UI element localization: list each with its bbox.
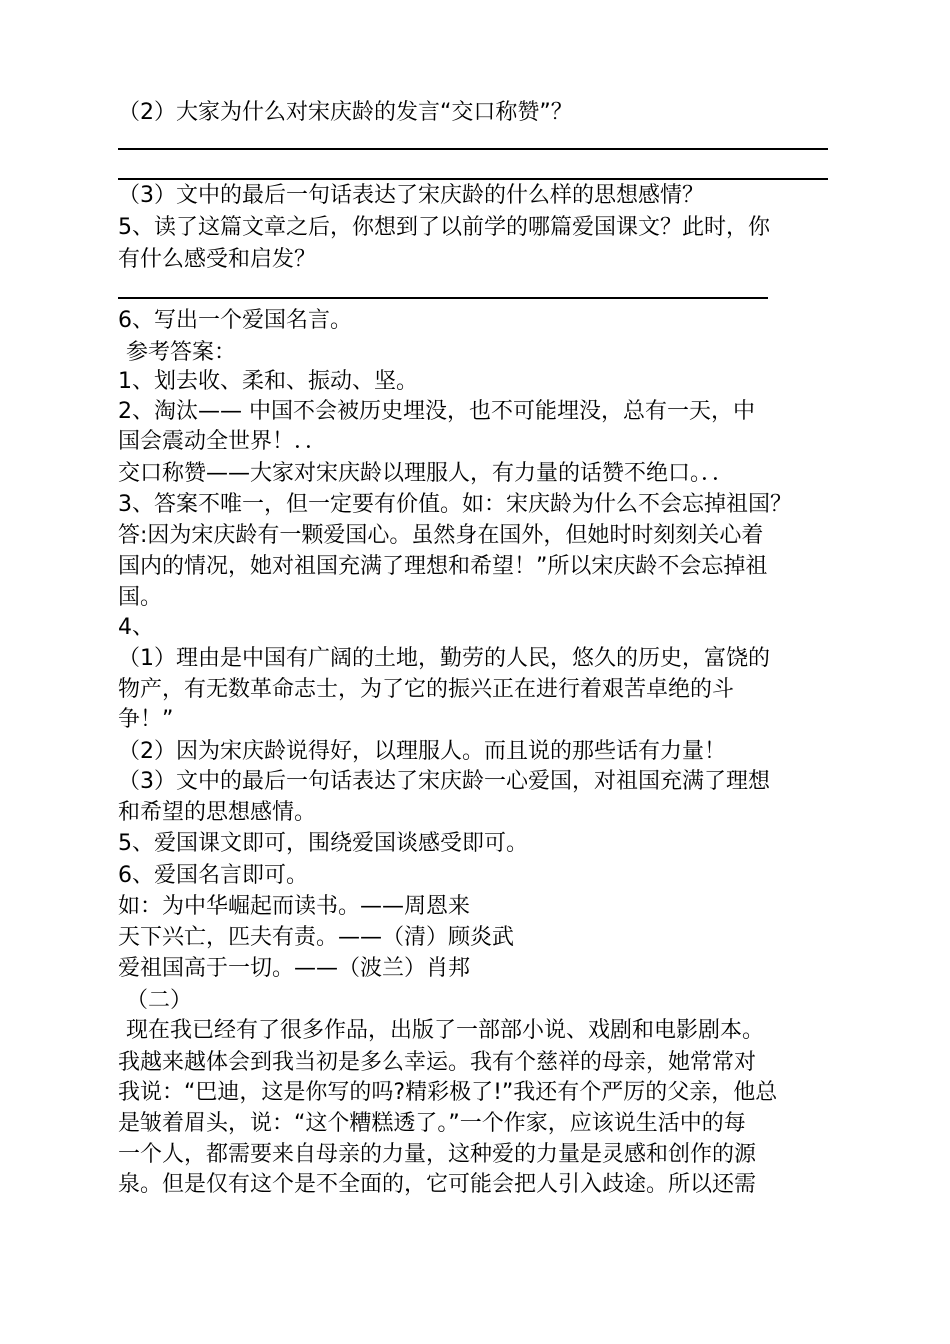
passage-line: 我说：“巴迪，这是你写的吗?精彩极了!”我还有个严厉的父亲，他总 xyxy=(118,1080,778,1105)
question-5-cont: 有什么感受和启发？ xyxy=(118,247,317,272)
answer-3-cont: 国内的情况，她对祖国充满了理想和希望！”所以宋庆龄不会忘掉祖 xyxy=(118,554,768,579)
section-heading: （二） xyxy=(126,988,193,1013)
passage-line: 现在我已经有了很多作品，出版了一部部小说、戏剧和电影剧本。 xyxy=(126,1018,765,1043)
answer-1: 1、划去收、柔和、振动、坚。 xyxy=(118,369,418,394)
answer-4: 4、 xyxy=(118,615,154,640)
quote-example: 天下兴亡，匹夫有责。——（清）顾炎武 xyxy=(118,925,515,950)
answer-heading: 参考答案： xyxy=(126,340,237,365)
answer-4-2: （2）因为宋庆龄说得好，以理服人。而且说的那些话有力量！ xyxy=(118,739,726,764)
answer-5: 5、爱国课文即可，围绕爱国谈感受即可。 xyxy=(118,831,528,856)
answer-2: 2、淘汰—— 中国不会被历史埋没，也不可能埋没，总有一天，中 xyxy=(118,399,755,424)
passage-line: 泉。但是仅有这个是不全面的，它可能会把人引入歧途。所以还需 xyxy=(118,1172,757,1197)
answer-4-1: （1）理由是中国有广阔的土地，勤劳的人民，悠久的历史，富饶的 xyxy=(118,646,770,671)
answer-4-1-cont: 争！” xyxy=(118,707,174,732)
question-5: 5、读了这篇文章之后，你想到了以前学的哪篇爱国课文？此时，你 xyxy=(118,215,770,240)
answer-2-b: 交口称赞——大家对宋庆龄以理服人，有力量的话赞不绝口。．． xyxy=(118,461,735,486)
answer-3: 3、答案不唯一，但一定要有价值。如：宋庆龄为什么不会忘掉祖国？ xyxy=(118,492,792,517)
answer-blank-line xyxy=(118,148,828,150)
passage-line: 是皱着眉头，说：“这个糟糕透了。”一个作家，应该说生活中的每 xyxy=(118,1111,746,1136)
answer-4-3-cont: 和希望的思想感情。 xyxy=(118,800,317,825)
passage-line: 一个人，都需要来自母亲的力量，这种爱的力量是灵感和创作的源 xyxy=(118,1142,757,1167)
answer-6: 6、爱国名言即可。 xyxy=(118,863,308,888)
answer-4-3: （3）文中的最后一句话表达了宋庆龄一心爱国，对祖国充满了理想 xyxy=(118,769,770,794)
question-6: 6、写出一个爱国名言。 xyxy=(118,308,352,333)
answer-3-cont: 答:因为宋庆龄有一颗爱国心。虽然身在国外，但她时时刻刻关心着 xyxy=(118,523,764,548)
answer-2-cont: 国会震动全世界！．． xyxy=(118,429,328,454)
question-4-3: （3）文中的最后一句话表达了宋庆龄的什么样的思想感情？ xyxy=(118,183,704,208)
answer-3-cont: 国。 xyxy=(118,585,163,610)
quote-example: 如：为中华崛起而读书。——周恩来 xyxy=(118,894,471,919)
answer-blank-line xyxy=(118,297,768,299)
answer-4-1-cont: 物产，有无数革命志士，为了它的振兴正在进行着艰苦卓绝的斗 xyxy=(118,677,735,702)
question-4-2: （2）大家为什么对宋庆龄的发言“交口称赞”？ xyxy=(118,100,573,125)
quote-example: 爱祖国高于一切。——（波兰）肖邦 xyxy=(118,956,471,981)
passage-line: 我越来越体会到我当初是多么幸运。我有个慈祥的母亲，她常常对 xyxy=(118,1050,757,1075)
answer-blank-line xyxy=(118,178,828,180)
